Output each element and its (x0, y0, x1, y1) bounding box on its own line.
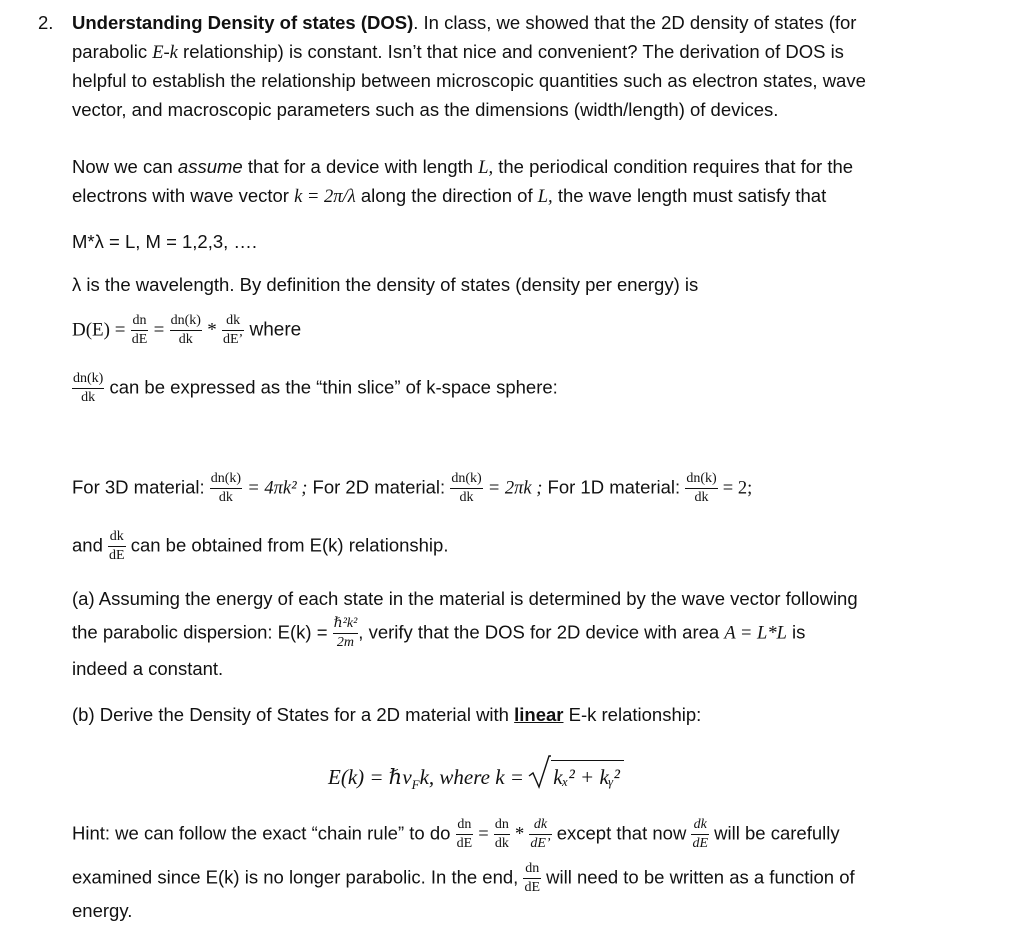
part-b-line-1 (72, 704, 701, 726)
hint-line-3: energy. (72, 900, 133, 921)
den: dk (494, 836, 509, 851)
length-L-2: L, (537, 187, 553, 207)
intro-line-4: vector, and macroscopic parameters such as the dimensions (width/length) of devices. (72, 99, 779, 120)
intro-line-1-text: . In class, we showed that the 2D density of states (for (413, 12, 857, 33)
intro-line-2a: parabolic (72, 41, 153, 62)
num: dn (494, 818, 510, 835)
num: dn(k) (210, 472, 242, 489)
den: dE (109, 548, 125, 563)
num: dk (691, 818, 709, 835)
hint-b: except that now (551, 822, 687, 844)
para2-line-2 (72, 185, 826, 208)
hint-c: will be carefully (714, 822, 840, 844)
wave-vector-eq: k = 2π/λ (294, 187, 356, 207)
hint-frac-dk-dE-2 (691, 818, 709, 851)
label-2d: For 2D material: (312, 476, 446, 498)
hint-2a: examined since E(k) is no longer parabolic. In the end, (72, 866, 519, 888)
part-a-line-1: (a) Assuming the energy of each state in the material is determined by the wave vector following (72, 588, 858, 609)
den: dk (459, 490, 474, 505)
den: dk (178, 332, 193, 347)
hint-frac-dn-dE (456, 818, 474, 851)
linear-underlined: linear (514, 704, 564, 725)
num: ℏ²k² (333, 617, 359, 634)
thin-slice-text: can be expressed as the “thin slice” of k-space sphere: (109, 376, 558, 398)
ek-italic: E-k (152, 43, 178, 63)
hint-line-1 (72, 818, 840, 851)
frac-1d (685, 472, 717, 505)
label-3d: For 3D material: (72, 476, 205, 498)
eq-part-a: E(k) = ℏv (328, 765, 412, 789)
radical-sign (527, 754, 551, 790)
den: dk (694, 490, 709, 505)
equals: = (153, 319, 165, 341)
label-1d: For 1D material: (547, 476, 681, 498)
den: dk (218, 490, 233, 505)
hint-frac-dn-dE-2 (523, 862, 541, 895)
thin-slice-line (72, 372, 558, 405)
periodic-condition: M*λ = L, M = 1,2,3, …. (72, 231, 258, 252)
hint-a: Hint: we can follow the exact “chain rule” to do (72, 822, 451, 844)
hint-2b: will need to be written as a function of (546, 866, 855, 888)
dkde-line (72, 530, 448, 563)
dos-lhs: D(E) = (72, 319, 126, 341)
part-b-1a: (b) Derive the Density of States for a 2D material with (72, 704, 515, 725)
part-a-2b: , verify that the DOS for 2D device with area (358, 621, 725, 643)
den: dE’ (222, 332, 244, 347)
sqrt-content: kₓ² + kᵧ² (551, 760, 624, 790)
lambda-definition: λ is the wavelength. By definition the density of states (density per energy) is (72, 274, 699, 295)
den: dE (131, 332, 148, 347)
frac-dk-dE (222, 314, 244, 347)
part-a-2c: is (786, 621, 806, 643)
para2-2b: along the direction of (355, 185, 538, 206)
eq-3d: = 4πk² ; (247, 478, 308, 499)
den: 2m (336, 635, 355, 650)
frac-2d (450, 472, 482, 505)
den: dE’ (530, 836, 551, 851)
problem-number: 2. (38, 12, 54, 33)
den: dE (456, 836, 473, 851)
eq-part-b: k, where k = (419, 765, 524, 789)
dos-equation (72, 314, 301, 347)
dkde-text: can be obtained from E(k) relationship. (130, 534, 449, 556)
fermi-subscript: F (411, 777, 420, 793)
intro-line-3: helpful to establish the relationship between microscopic quantities such as electron states, wave (72, 70, 866, 91)
num: dn(k) (685, 472, 717, 489)
para2-1b: that for a device with length (242, 156, 479, 177)
materials-line (72, 472, 752, 505)
num: dn(k) (170, 314, 202, 331)
num: dk (108, 530, 126, 547)
para2-line-1 (72, 156, 853, 179)
num: dn (523, 862, 541, 879)
length-L: L, (478, 158, 494, 178)
where-text: where (249, 319, 302, 341)
para2-2a: electrons with wave vector (72, 185, 295, 206)
part-a-line-3: indeed a constant. (72, 658, 224, 679)
hint-line-2 (72, 862, 855, 895)
para2-1a: Now we can (72, 156, 178, 177)
intro-line-2c: relationship) is constant. Isn’t that nice and convenient? The derivation of DOS is (177, 41, 844, 62)
num: dn (131, 314, 149, 331)
part-b-1b: E-k relationship: (563, 704, 702, 725)
den: dk (81, 390, 96, 405)
frac-dnk-dk-slice (72, 372, 104, 405)
linear-dispersion-eq (328, 760, 624, 793)
intro-line-2 (72, 41, 844, 64)
den: dE (692, 836, 709, 851)
sqrt-expression (529, 760, 624, 790)
num: dk (222, 314, 244, 331)
para2-1c: the periodical condition requires that for the (493, 156, 854, 177)
den: dE (524, 880, 541, 895)
hint-frac-dn-dk (494, 818, 510, 851)
num: dk (529, 818, 551, 835)
equals: = (478, 824, 489, 845)
frac-dk-dE-2 (108, 530, 126, 563)
hint-frac-dk-dE (529, 818, 551, 851)
area-eq: A = L*L (724, 623, 787, 644)
part-a-2a: the parabolic dispersion: E(k) = (72, 621, 328, 643)
num: dn(k) (450, 472, 482, 489)
frac-dn-dE (131, 314, 149, 347)
assume-emphasis: assume (177, 156, 243, 177)
times: * (207, 319, 217, 341)
frac-dnk-dk (170, 314, 202, 347)
eq-1d: = 2; (722, 478, 753, 499)
para2-2c: the wave length must satisfy that (552, 185, 827, 206)
frac-parabolic (333, 617, 359, 650)
intro-line-1 (72, 12, 856, 34)
num: dn(k) (72, 372, 104, 389)
and-text: and (72, 534, 103, 556)
times: * (514, 824, 525, 845)
eq-2d: = 2πk ; (487, 478, 543, 499)
problem-title: Understanding Density of states (DOS) (72, 12, 414, 33)
part-a-line-2 (72, 617, 805, 650)
frac-3d (210, 472, 242, 505)
num: dn (456, 818, 474, 835)
